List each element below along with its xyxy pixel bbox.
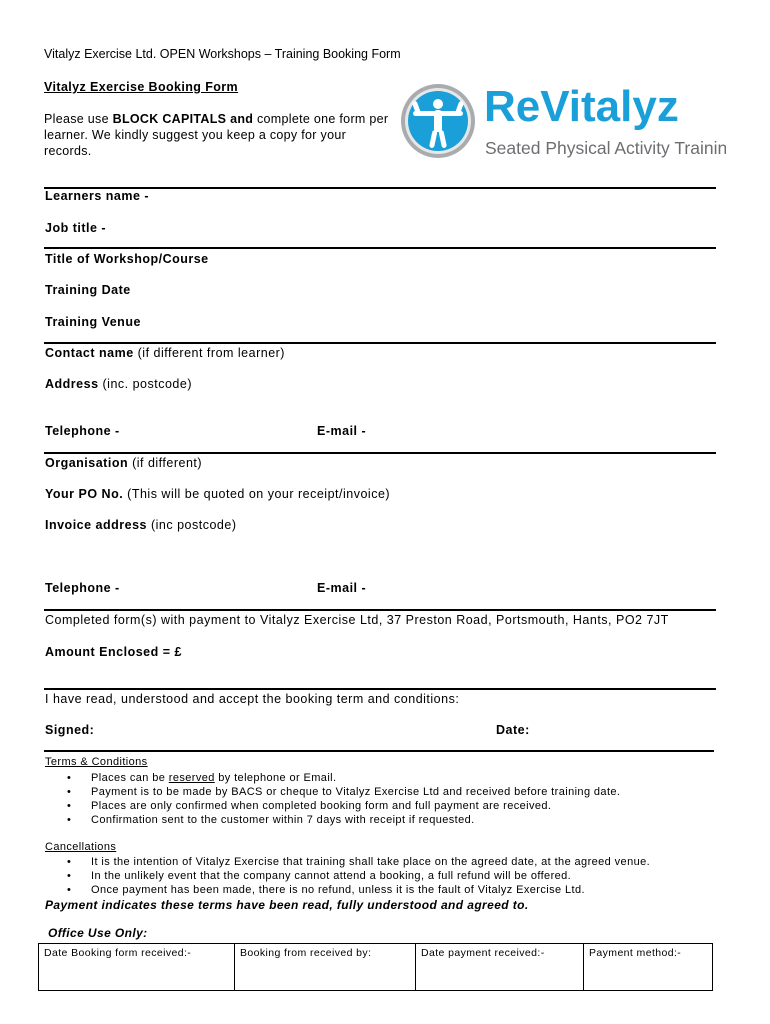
table-row: [39, 944, 713, 991]
list-item: • It is the intention of Vitalyz Exercise that training shall take place on the agreed date, at the agreed venue.: [45, 855, 755, 869]
logo-brand-text: ReVitalyz: [484, 82, 679, 131]
intro-bold: BLOCK CAPITALS and: [112, 112, 254, 126]
po-number-label[interactable]: Your PO No. (This will be quoted on your receipt/invoice): [45, 487, 391, 501]
contact-name-label[interactable]: Contact name (if different from learner): [45, 346, 285, 360]
completed-forms-text: Completed form(s) with payment to Vitalyz Exercise Ltd, 37 Preston Road, Portsmouth, Hants, PO2 7JT: [45, 613, 669, 627]
intro-pre: Please use: [44, 112, 113, 126]
list-item: • Once payment has been made, there is no refund, unless it is the fault of Vitalyz Exercise Ltd.: [45, 883, 755, 897]
training-venue-label[interactable]: Training Venue: [45, 315, 141, 329]
office-use-table: [38, 943, 713, 991]
signed-label[interactable]: Signed:: [45, 723, 95, 737]
office-cell-received-by[interactable]: Booking from received by:: [235, 944, 416, 991]
list-item: • In the unlikely event that the company cannot attend a booking, a full refund will be offered.: [45, 869, 755, 883]
workshop-title-label[interactable]: Title of Workshop/Course: [45, 252, 209, 266]
invoice-address-label[interactable]: Invoice address (inc postcode): [45, 518, 237, 532]
payment-terms-note: Payment indicates these terms have been read, fully understood and agreed to.: [45, 898, 529, 912]
divider: [44, 247, 716, 249]
list-item: • Payment is to be made by BACS or cheque to Vitalyz Exercise Ltd and received before training date.: [45, 785, 745, 799]
office-cell-payment-date[interactable]: Date payment received:-: [416, 944, 584, 991]
office-cell-payment-method[interactable]: Payment method:-: [584, 944, 713, 991]
learners-name-label[interactable]: Learners name -: [45, 189, 150, 203]
cancellations-heading: Cancellations: [45, 841, 117, 853]
intro-post: complete one form per learner. We kindly suggest you keep a copy for your records.: [44, 112, 389, 158]
email-label[interactable]: E-mail -: [317, 424, 367, 438]
divider: [44, 750, 714, 752]
list-item: • Confirmation sent to the customer within 7 days with receipt if requested.: [45, 813, 745, 827]
divider: [44, 342, 716, 344]
form-title: Vitalyz Exercise Booking Form: [44, 80, 239, 94]
office-cell-date-received[interactable]: Date Booking form received:-: [39, 944, 235, 991]
list-item: • Places are only confirmed when completed booking form and full payment are received.: [45, 799, 745, 813]
revitalyz-logo: [400, 78, 726, 164]
divider: [44, 688, 716, 690]
logo-tagline: Seated Physical Activity Training: [485, 138, 726, 158]
email-label-2[interactable]: E-mail -: [317, 581, 367, 595]
telephone-label[interactable]: Telephone -: [45, 424, 120, 438]
office-use-heading: Office Use Only:: [48, 926, 148, 940]
job-title-label[interactable]: Job title -: [45, 221, 107, 235]
accept-terms-text: I have read, understood and accept the booking term and conditions:: [45, 692, 460, 706]
training-date-label[interactable]: Training Date: [45, 283, 131, 297]
divider: [44, 452, 716, 454]
organisation-label[interactable]: Organisation (if different): [45, 456, 203, 470]
vitruvian-figure-icon: [400, 78, 726, 164]
telephone-label-2[interactable]: Telephone -: [45, 581, 120, 595]
cancellations-list: [45, 855, 755, 897]
document-header: Vitalyz Exercise Ltd. OPEN Workshops – Training Booking Form: [44, 47, 401, 61]
intro-text: [44, 111, 394, 159]
amount-enclosed-label[interactable]: Amount Enclosed = £: [45, 645, 182, 659]
terms-list: [45, 771, 745, 827]
address-label[interactable]: Address (inc. postcode): [45, 377, 192, 391]
divider: [44, 609, 716, 611]
list-item: • Places can be reserved by telephone or Email.: [45, 771, 745, 785]
terms-heading: Terms & Conditions: [45, 756, 148, 768]
date-label[interactable]: Date:: [496, 723, 530, 737]
